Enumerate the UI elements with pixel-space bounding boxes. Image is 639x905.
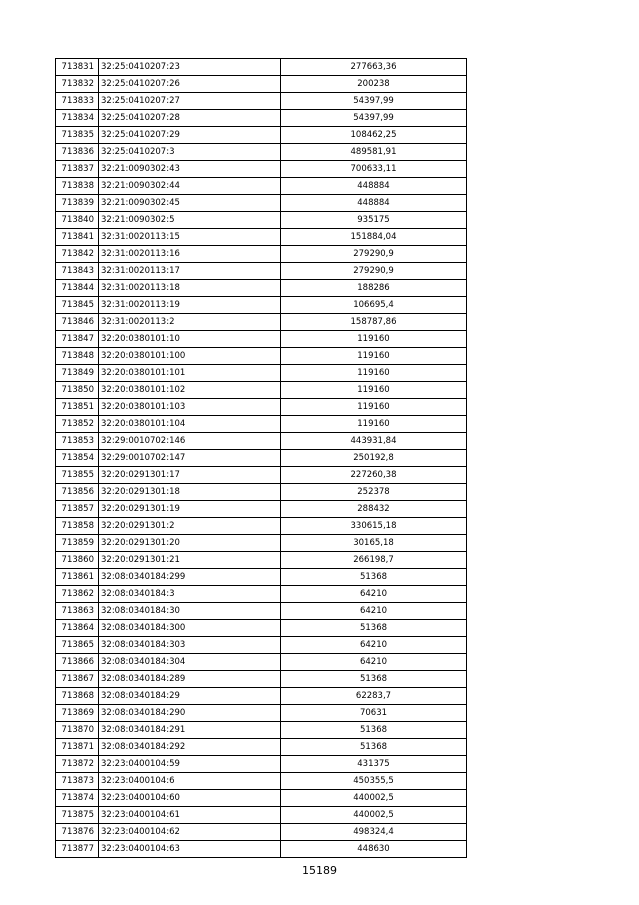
- table-row: [56, 127, 467, 144]
- table-row: [56, 399, 467, 416]
- cadastral-number-cell: 32:20:0380101:10: [99, 331, 281, 348]
- table-row: [56, 807, 467, 824]
- table-row: [56, 297, 467, 314]
- cadastral-number-cell: 32:08:0340184:290: [99, 705, 281, 722]
- cadastral-number-cell: 32:20:0291301:2: [99, 518, 281, 535]
- row-number-cell: 713833: [56, 93, 99, 110]
- cadastral-number-cell: 32:08:0340184:289: [99, 671, 281, 688]
- row-number-cell: 713869: [56, 705, 99, 722]
- cadastral-value-cell: 64210: [281, 654, 467, 671]
- row-number-cell: 713839: [56, 195, 99, 212]
- row-number-cell: 713856: [56, 484, 99, 501]
- row-number-cell: 713861: [56, 569, 99, 586]
- table-row: [56, 722, 467, 739]
- cadastral-number-cell: 32:08:0340184:299: [99, 569, 281, 586]
- cadastral-value-cell: 489581,91: [281, 144, 467, 161]
- cadastral-value-cell: 70631: [281, 705, 467, 722]
- row-number-cell: 713842: [56, 246, 99, 263]
- row-number-cell: 713865: [56, 637, 99, 654]
- table-row: [56, 756, 467, 773]
- table-row: [56, 76, 467, 93]
- row-number-cell: 713872: [56, 756, 99, 773]
- table-row: [56, 263, 467, 280]
- cadastral-value-cell: 277663,36: [281, 59, 467, 76]
- cadastral-value-cell: 250192,8: [281, 450, 467, 467]
- row-number-cell: 713874: [56, 790, 99, 807]
- cadastral-value-cell: 119160: [281, 399, 467, 416]
- table-row: [56, 450, 467, 467]
- cadastral-number-cell: 32:20:0380101:101: [99, 365, 281, 382]
- cadastral-number-cell: 32:31:0020113:16: [99, 246, 281, 263]
- row-number-cell: 713844: [56, 280, 99, 297]
- cadastral-number-cell: 32:31:0020113:17: [99, 263, 281, 280]
- table-row: [56, 144, 467, 161]
- cadastral-number-cell: 32:20:0380101:102: [99, 382, 281, 399]
- cadastral-value-cell: 54397,99: [281, 93, 467, 110]
- table-row: [56, 671, 467, 688]
- cadastral-number-cell: 32:23:0400104:63: [99, 841, 281, 858]
- table-row: [56, 705, 467, 722]
- row-number-cell: 713846: [56, 314, 99, 331]
- cadastral-value-cell: 448884: [281, 195, 467, 212]
- cadastral-value-cell: 431375: [281, 756, 467, 773]
- row-number-cell: 713832: [56, 76, 99, 93]
- cadastral-number-cell: 32:21:0090302:44: [99, 178, 281, 195]
- row-number-cell: 713852: [56, 416, 99, 433]
- table-row: [56, 178, 467, 195]
- table-body: [56, 59, 467, 858]
- cadastral-value-cell: 935175: [281, 212, 467, 229]
- cadastral-number-cell: 32:20:0291301:18: [99, 484, 281, 501]
- cadastral-value-cell: 106695,4: [281, 297, 467, 314]
- row-number-cell: 713875: [56, 807, 99, 824]
- table-row: [56, 773, 467, 790]
- row-number-cell: 713850: [56, 382, 99, 399]
- cadastral-value-cell: 119160: [281, 365, 467, 382]
- cadastral-value-cell: 108462,25: [281, 127, 467, 144]
- cadastral-number-cell: 32:08:0340184:3: [99, 586, 281, 603]
- cadastral-value-cell: 51368: [281, 569, 467, 586]
- row-number-cell: 713845: [56, 297, 99, 314]
- cadastral-number-cell: 32:25:0410207:3: [99, 144, 281, 161]
- cadastral-value-cell: 158787,86: [281, 314, 467, 331]
- cadastral-number-cell: 32:08:0340184:292: [99, 739, 281, 756]
- table-row: [56, 314, 467, 331]
- table-row: [56, 416, 467, 433]
- cadastral-value-cell: 200238: [281, 76, 467, 93]
- table-row: [56, 841, 467, 858]
- table-row: [56, 195, 467, 212]
- row-number-cell: 713857: [56, 501, 99, 518]
- cadastral-number-cell: 32:31:0020113:2: [99, 314, 281, 331]
- cadastral-number-cell: 32:31:0020113:15: [99, 229, 281, 246]
- cadastral-value-cell: 498324,4: [281, 824, 467, 841]
- cadastral-value-cell: 279290,9: [281, 246, 467, 263]
- table-row: [56, 552, 467, 569]
- cadastral-value-cell: 54397,99: [281, 110, 467, 127]
- cadastral-number-cell: 32:08:0340184:30: [99, 603, 281, 620]
- cadastral-value-cell: 252378: [281, 484, 467, 501]
- row-number-cell: 713831: [56, 59, 99, 76]
- cadastral-value-cell: 227260,38: [281, 467, 467, 484]
- row-number-cell: 713876: [56, 824, 99, 841]
- cadastral-number-cell: 32:20:0291301:21: [99, 552, 281, 569]
- row-number-cell: 713840: [56, 212, 99, 229]
- cadastral-value-cell: 151884,04: [281, 229, 467, 246]
- table-row: [56, 569, 467, 586]
- row-number-cell: 713859: [56, 535, 99, 552]
- cadastral-number-cell: 32:23:0400104:61: [99, 807, 281, 824]
- cadastral-value-cell: 448884: [281, 178, 467, 195]
- row-number-cell: 713870: [56, 722, 99, 739]
- row-number-cell: 713853: [56, 433, 99, 450]
- row-number-cell: 713835: [56, 127, 99, 144]
- cadastral-value-cell: 64210: [281, 603, 467, 620]
- cadastral-number-cell: 32:20:0380101:100: [99, 348, 281, 365]
- cadastral-number-cell: 32:31:0020113:19: [99, 297, 281, 314]
- table-row: [56, 161, 467, 178]
- cadastral-number-cell: 32:08:0340184:300: [99, 620, 281, 637]
- row-number-cell: 713863: [56, 603, 99, 620]
- row-number-cell: 713841: [56, 229, 99, 246]
- table-row: [56, 586, 467, 603]
- cadastral-value-table: [55, 58, 467, 858]
- cadastral-value-cell: 64210: [281, 586, 467, 603]
- cadastral-value-cell: 30165,18: [281, 535, 467, 552]
- table-row: [56, 229, 467, 246]
- cadastral-number-cell: 32:25:0410207:28: [99, 110, 281, 127]
- row-number-cell: 713843: [56, 263, 99, 280]
- cadastral-number-cell: 32:23:0400104:59: [99, 756, 281, 773]
- cadastral-number-cell: 32:20:0291301:20: [99, 535, 281, 552]
- cadastral-value-cell: 51368: [281, 722, 467, 739]
- cadastral-number-cell: 32:25:0410207:27: [99, 93, 281, 110]
- row-number-cell: 713849: [56, 365, 99, 382]
- table-row: [56, 688, 467, 705]
- cadastral-number-cell: 32:20:0380101:104: [99, 416, 281, 433]
- row-number-cell: 713834: [56, 110, 99, 127]
- cadastral-value-cell: 119160: [281, 348, 467, 365]
- cadastral-value-cell: 188286: [281, 280, 467, 297]
- row-number-cell: 713871: [56, 739, 99, 756]
- row-number-cell: 713836: [56, 144, 99, 161]
- cadastral-number-cell: 32:29:0010702:146: [99, 433, 281, 450]
- table-row: [56, 212, 467, 229]
- cadastral-number-cell: 32:31:0020113:18: [99, 280, 281, 297]
- row-number-cell: 713858: [56, 518, 99, 535]
- cadastral-value-cell: 700633,11: [281, 161, 467, 178]
- table-row: [56, 331, 467, 348]
- row-number-cell: 713847: [56, 331, 99, 348]
- cadastral-number-cell: 32:08:0340184:303: [99, 637, 281, 654]
- cadastral-value-cell: 119160: [281, 416, 467, 433]
- cadastral-value-cell: 440002,5: [281, 807, 467, 824]
- page-number: 15189: [302, 864, 337, 877]
- row-number-cell: 713860: [56, 552, 99, 569]
- cadastral-number-cell: 32:08:0340184:291: [99, 722, 281, 739]
- row-number-cell: 713851: [56, 399, 99, 416]
- row-number-cell: 713868: [56, 688, 99, 705]
- cadastral-number-cell: 32:25:0410207:29: [99, 127, 281, 144]
- row-number-cell: 713862: [56, 586, 99, 603]
- cadastral-value-cell: 119160: [281, 382, 467, 399]
- table-row: [56, 518, 467, 535]
- cadastral-value-cell: 266198,7: [281, 552, 467, 569]
- cadastral-value-cell: 51368: [281, 739, 467, 756]
- cadastral-number-cell: 32:20:0291301:17: [99, 467, 281, 484]
- row-number-cell: 713866: [56, 654, 99, 671]
- cadastral-number-cell: 32:23:0400104:6: [99, 773, 281, 790]
- row-number-cell: 713837: [56, 161, 99, 178]
- cadastral-value-cell: 443931,84: [281, 433, 467, 450]
- table-row: [56, 535, 467, 552]
- cadastral-value-cell: 51368: [281, 671, 467, 688]
- table-row: [56, 365, 467, 382]
- cadastral-number-cell: 32:29:0010702:147: [99, 450, 281, 467]
- table-row: [56, 620, 467, 637]
- row-number-cell: 713864: [56, 620, 99, 637]
- row-number-cell: 713867: [56, 671, 99, 688]
- table-row: [56, 654, 467, 671]
- row-number-cell: 713873: [56, 773, 99, 790]
- cadastral-number-cell: 32:23:0400104:62: [99, 824, 281, 841]
- table-row: [56, 110, 467, 127]
- row-number-cell: 713848: [56, 348, 99, 365]
- cadastral-number-cell: 32:08:0340184:304: [99, 654, 281, 671]
- cadastral-number-cell: 32:20:0291301:19: [99, 501, 281, 518]
- table-row: [56, 824, 467, 841]
- cadastral-value-cell: 288432: [281, 501, 467, 518]
- table-row: [56, 280, 467, 297]
- cadastral-value-cell: 64210: [281, 637, 467, 654]
- cadastral-value-cell: 440002,5: [281, 790, 467, 807]
- table-row: [56, 382, 467, 399]
- table-row: [56, 637, 467, 654]
- table-row: [56, 467, 467, 484]
- table-row: [56, 501, 467, 518]
- table-row: [56, 93, 467, 110]
- table-row: [56, 348, 467, 365]
- cadastral-value-cell: 450355,5: [281, 773, 467, 790]
- cadastral-value-cell: 51368: [281, 620, 467, 637]
- row-number-cell: 713854: [56, 450, 99, 467]
- table-row: [56, 739, 467, 756]
- cadastral-value-cell: 119160: [281, 331, 467, 348]
- row-number-cell: 713877: [56, 841, 99, 858]
- cadastral-value-cell: 279290,9: [281, 263, 467, 280]
- cadastral-number-cell: 32:25:0410207:26: [99, 76, 281, 93]
- cadastral-number-cell: 32:23:0400104:60: [99, 790, 281, 807]
- cadastral-number-cell: 32:21:0090302:5: [99, 212, 281, 229]
- row-number-cell: 713838: [56, 178, 99, 195]
- table-row: [56, 603, 467, 620]
- cadastral-number-cell: 32:21:0090302:43: [99, 161, 281, 178]
- cadastral-number-cell: 32:08:0340184:29: [99, 688, 281, 705]
- table-row: [56, 246, 467, 263]
- cadastral-value-cell: 330615,18: [281, 518, 467, 535]
- table-row: [56, 59, 467, 76]
- table-row: [56, 484, 467, 501]
- row-number-cell: 713855: [56, 467, 99, 484]
- table-row: [56, 433, 467, 450]
- cadastral-value-cell: 448630: [281, 841, 467, 858]
- table-row: [56, 790, 467, 807]
- cadastral-number-cell: 32:21:0090302:45: [99, 195, 281, 212]
- cadastral-value-cell: 62283,7: [281, 688, 467, 705]
- cadastral-number-cell: 32:20:0380101:103: [99, 399, 281, 416]
- cadastral-number-cell: 32:25:0410207:23: [99, 59, 281, 76]
